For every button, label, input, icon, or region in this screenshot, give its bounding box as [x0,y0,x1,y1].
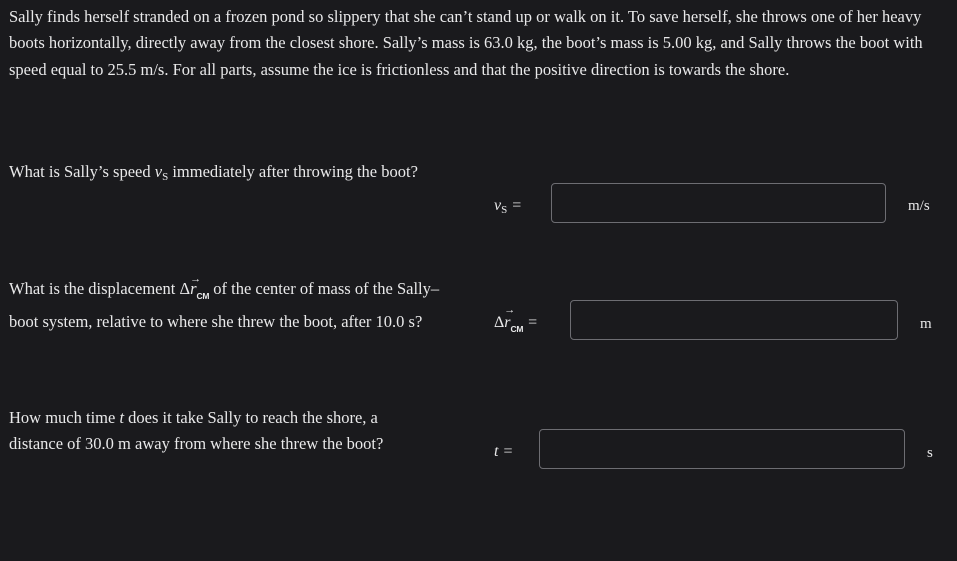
subscript-cm: CM [196,291,210,301]
question-sally-speed: What is Sally’s speed $v_S$ immediately after throwing the boot? [9,162,418,183]
symbol-v: v [154,162,163,181]
subscript-s: S [162,171,169,183]
problem-statement: Sally finds herself stranded on a frozen pond so slippery that she can’t stand up or walk on it. To save herself, she throws one of her heavy boots horizontally, directly away from the closest shore. Sally’s mass is 63.0 kg, the boot’s mass is 5.00 kg, and Sally throws the boot with speed equal to 25.5 m/s. For all parts, assume the ice is frictionless and that the positive direction is towards the shore. [9,7,923,79]
answer-input-t[interactable] [539,429,905,469]
symbol-t: t [119,408,125,427]
unit-m-per-s: m/s [908,198,930,214]
unit-s: s [927,445,933,461]
answer-label-vs: $v_S$ = [494,197,522,216]
unit-m: m [920,316,932,332]
answer-label-delta-r-cm: $\Delta\to r_{CM}$ = [494,314,537,334]
answer-label-t: t = [494,443,513,460]
answer-input-vs[interactable] [551,183,886,223]
question-cm-displacement: What is the displacement $\Delta\to r_{CM}$ of the center of mass of the Sally–boot system, relative to where she threw the boot, after 10.0 s? [9,276,454,336]
vector-r: → r [190,276,196,302]
answer-input-delta-r-cm[interactable] [570,300,898,340]
question-time-to-shore: How much time t does it take Sally to reach the shore, a distance of 30.0 m away from where she threw the boot? [9,408,384,454]
